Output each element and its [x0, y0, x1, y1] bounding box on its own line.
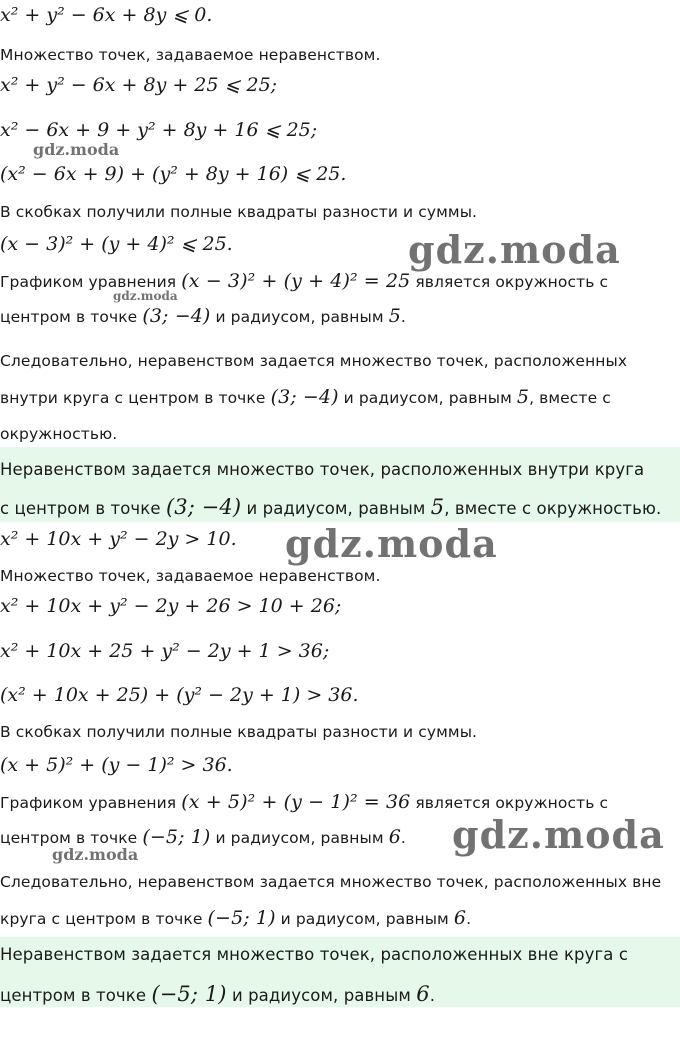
ans2-pre-2: центром в точке	[0, 986, 152, 1005]
step-1-4: (x − 3)² + (y + 4)² ⩽ 25.	[0, 233, 233, 255]
graph-post-1: является окружность с	[410, 273, 609, 291]
conclusion-2-line-1: Следовательно, неравенством задается множество точек, расположенных вне	[0, 873, 662, 891]
conclusion-1-line-1: Следовательно, неравенством задается множество точек, расположенных	[0, 352, 628, 370]
graph-pre-2: Графиком уравнения	[0, 794, 182, 812]
conclusion-2-line-2	[0, 907, 471, 929]
set-label-1: Множество точек, задаваемое неравенством.	[0, 46, 381, 64]
graph-eq-1: (x − 3)² + (y + 4)² = 25	[181, 270, 411, 292]
conclusion-1-line-2	[0, 386, 611, 408]
concl2-mid-1: и радиусом, равным	[338, 389, 517, 407]
concl2-val-1: (3; −4)	[270, 386, 339, 408]
concl2-val-2: (−5; 1)	[207, 907, 276, 929]
answer-2-line-2	[0, 982, 435, 1006]
concl2-post-1: , вместе с	[529, 389, 611, 407]
step-2-3: (x² + 10x + 25) + (y² − 2y + 1) > 36.	[0, 684, 359, 706]
note-1: В скобках получили полные квадраты разности и суммы.	[0, 203, 478, 221]
ans2-post-1: , вместе с окружностью.	[444, 499, 662, 518]
center-pre-2: центром в точке	[0, 829, 143, 847]
watermark-logo: gdz.moda	[52, 845, 139, 864]
concl2-mid-2: и радиусом, равным	[275, 910, 454, 928]
graph-post-2: является окружность с	[410, 794, 609, 812]
radius-1: 5	[388, 305, 401, 327]
center-val-2: (−5; 1)	[142, 826, 211, 848]
center-end-2: .	[400, 829, 406, 847]
step-2-4: (x + 5)² + (y − 1)² > 36.	[0, 754, 233, 776]
center-end-1: .	[400, 308, 406, 326]
step-1-1: x² + y² − 6x + 8y + 25 ⩽ 25;	[0, 74, 278, 96]
answer-1-line-2	[0, 495, 661, 519]
center-pre-1: центром в точке	[0, 308, 143, 326]
center-val-1: (3; −4)	[142, 305, 211, 327]
answer-2-line-1: Неравенством задается множество точек, расположенных вне круга с	[0, 945, 628, 964]
graph-line-2	[0, 791, 608, 813]
ans2-val-2: (−5; 1)	[151, 982, 227, 1006]
step-2-2: x² + 10x + 25 + y² − 2y + 1 > 36;	[0, 640, 330, 662]
step-1-2: x² − 6x + 9 + y² + 8y + 16 ⩽ 25;	[0, 119, 318, 141]
ans2-val-1: (3; −4)	[165, 495, 242, 519]
set-label-2: Множество точек, задаваемое неравенством.	[0, 567, 381, 585]
ans2-post-2: .	[429, 986, 436, 1005]
watermark-logo: gdz.moda	[285, 521, 498, 566]
inequality-1: x² + y² − 6x + 8y ⩽ 0.	[0, 4, 213, 26]
concl2-rad-2: 6	[453, 907, 467, 929]
graph-line-1	[0, 270, 608, 292]
center-line-1	[0, 305, 406, 327]
watermark-logo: gdz.moda	[408, 227, 621, 272]
watermark-logo: gdz.moda	[452, 812, 665, 857]
concl2-rad-1: 5	[516, 386, 530, 408]
inequality-2: x² + 10x + y² − 2y > 10.	[0, 528, 237, 550]
step-1-3: (x² − 6x + 9) + (y² + 8y + 16) ⩽ 25.	[0, 163, 347, 185]
watermark-logo: gdz.moda	[113, 289, 178, 303]
concl2-post-2: .	[466, 910, 472, 928]
graph-eq-2: (x + 5)² + (y − 1)² = 36	[181, 791, 411, 813]
watermark-logo: gdz.moda	[33, 140, 120, 159]
radius-2: 6	[388, 826, 401, 848]
center-mid-2: и радиусом, равным	[210, 829, 389, 847]
concl2-pre-2: круга с центром в точке	[0, 910, 208, 928]
conclusion-1-line-3: окружностью.	[0, 425, 118, 443]
answer-1-line-1: Неравенством задается множество точек, расположенных внутри круга	[0, 460, 645, 479]
concl2-pre-1: внутри круга с центром в точке	[0, 389, 271, 407]
center-mid-1: и радиусом, равным	[210, 308, 389, 326]
step-2-1: x² + 10x + y² − 2y + 26 > 10 + 26;	[0, 595, 342, 617]
ans2-rad-2: 6	[416, 982, 430, 1006]
ans2-pre-1: с центром в точке	[0, 499, 166, 518]
note-2: В скобках получили полные квадраты разности и суммы.	[0, 723, 478, 741]
ans2-rad-1: 5	[430, 495, 445, 519]
graph-pre-1: Графиком уравнения	[0, 273, 182, 291]
ans2-mid-2: и радиусом, равным	[226, 986, 417, 1005]
ans2-mid-1: и радиусом, равным	[241, 499, 431, 518]
